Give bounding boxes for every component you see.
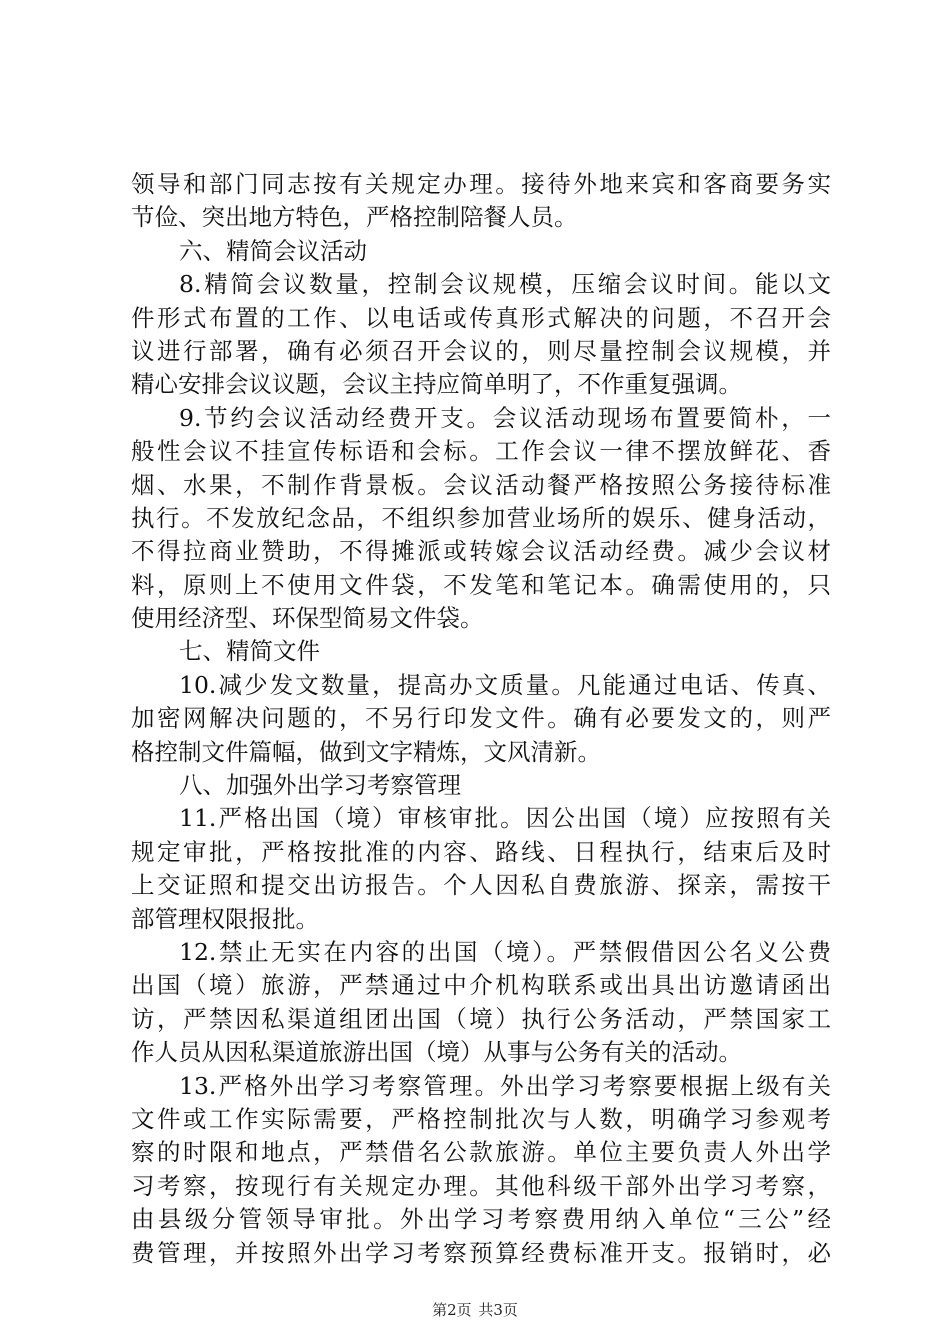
page-footer (0, 1300, 950, 1320)
paragraph-line: 由县级分管领导审批。外出学习考察费用纳入单位“三公”经 (131, 1205, 831, 1234)
paragraph-line: 领导和部门同志按有关规定办理。接待外地来宾和客商要务实 (131, 170, 831, 198)
paragraph-line: 使用经济型、环保型简易文件袋。 (131, 604, 484, 633)
paragraph-line: 12.禁止无实在内容的出国（境）。严禁假借因公名义公费 (179, 937, 831, 966)
page-total: 共3页 (478, 1301, 518, 1319)
paragraph-line: 执行。不发放纪念品，不组织参加营业场所的娱乐、健身活动， (131, 503, 831, 532)
paragraph-line: 节俭、突出地方特色，严格控制陪餐人员。 (131, 203, 578, 232)
paragraph-line: 费管理，并按照外出学习考察预算经费标准开支。报销时，必 (131, 1238, 831, 1267)
paragraph-line: 9.节约会议活动经费开支。会议活动现场布置要简朴，一 (179, 403, 831, 432)
paragraph-line: 精心安排会议议题，会议主持应简单明了，不作重复强调。 (131, 370, 742, 399)
paragraph-line: 8.精简会议数量，控制会议规模，压缩会议时间。能以文 (179, 270, 831, 299)
paragraph-line: 察的时限和地点，严禁借名公款旅游。单位主要负责人外出学 (131, 1138, 831, 1167)
paragraph-line: 13.严格外出学习考察管理。外出学习考察要根据上级有关 (179, 1071, 831, 1100)
section-heading: 七、精简文件 (179, 637, 320, 666)
paragraph-line: 件形式布置的工作、以电话或传真形式解决的问题，不召开会 (131, 303, 831, 332)
section-heading: 八、加强外出学习考察管理 (179, 771, 461, 800)
page-number: 第2页 (432, 1301, 472, 1319)
paragraph-line: 上交证照和提交出访报告。个人因私自费旅游、探亲，需按干 (131, 871, 831, 900)
paragraph-line: 文件或工作实际需要，严格控制批次与人数，明确学习参观考 (131, 1104, 831, 1133)
paragraph-line: 访，严禁因私渠道组团出国（境）执行公务活动，严禁国家工 (131, 1004, 831, 1033)
paragraph-line: 出国（境）旅游，严禁通过中介机构联系或出具出访邀请函出 (131, 971, 831, 1000)
paragraph-line: 议进行部署，确有必须召开会议的，则尽量控制会议规模，并 (131, 336, 831, 365)
paragraph-line: 作人员从因私渠道旅游出国（境）从事与公务有关的活动。 (131, 1038, 742, 1067)
paragraph-line: 烟、水果，不制作背景板。会议活动餐严格按照公务接待标准 (131, 470, 831, 499)
paragraph-line: 10.减少发文数量，提高办文质量。凡能通过电话、传真、 (179, 670, 831, 699)
paragraph-line: 不得拉商业赞助，不得摊派或转嫁会议活动经费。减少会议材 (131, 537, 831, 566)
section-heading: 六、精简会议活动 (179, 236, 367, 265)
document-body (131, 168, 831, 1270)
paragraph-line: 料，原则上不使用文件袋，不发笔和笔记本。确需使用的，只 (131, 570, 831, 599)
paragraph-line: 规定审批，严格按批准的内容、路线、日程执行，结束后及时 (131, 837, 831, 866)
paragraph-line: 格控制文件篇幅，做到文字精炼，文风清新。 (131, 737, 601, 766)
paragraph-line: 加密网解决问题的，不另行印发文件。确有必要发文的，则严 (131, 704, 831, 733)
paragraph-line: 部管理权限报批。 (131, 904, 319, 933)
paragraph-line: 11.严格出国（境）审核审批。因公出国（境）应按照有关 (179, 804, 831, 833)
paragraph-line: 习考察，按现行有关规定办理。其他科级干部外出学习考察， (131, 1171, 831, 1200)
paragraph-line: 般性会议不挂宣传标语和会标。工作会议一律不摆放鲜花、香 (131, 437, 831, 466)
